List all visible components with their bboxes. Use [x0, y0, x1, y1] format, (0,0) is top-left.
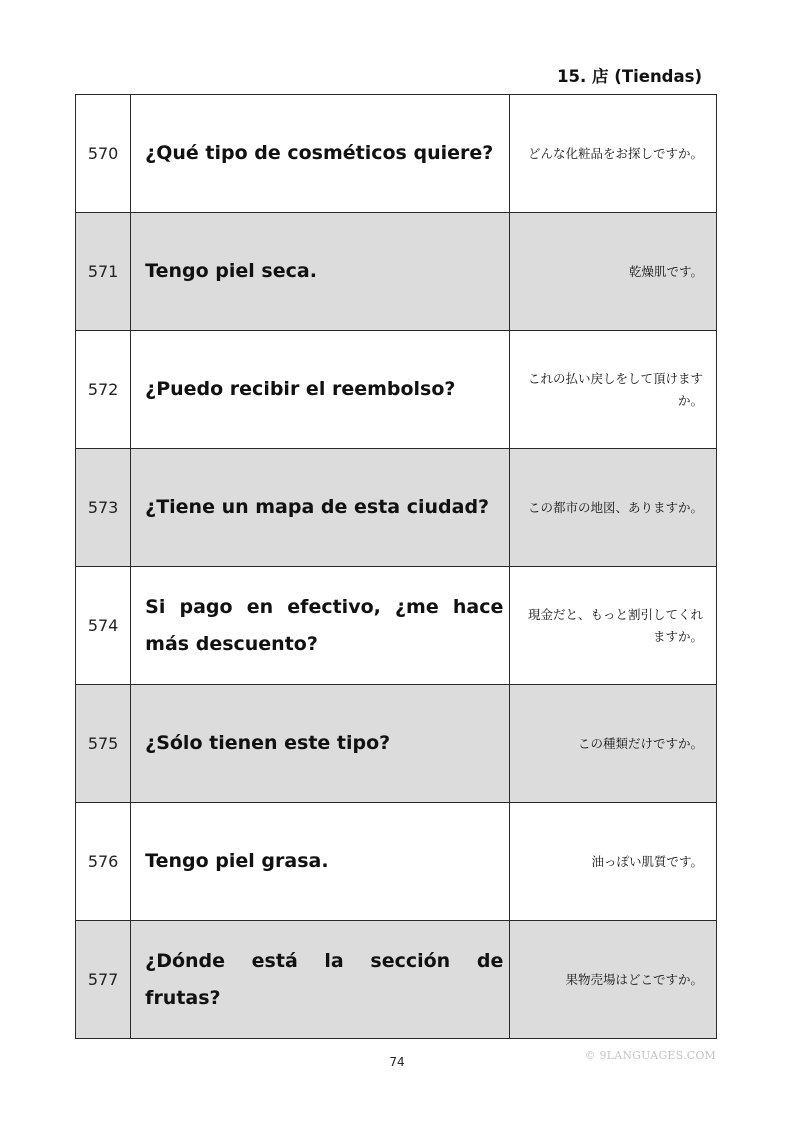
phrase-table	[75, 94, 717, 1039]
spanish-phrase: Tengo piel grasa.	[131, 803, 510, 921]
phrase-number: 570	[76, 95, 131, 213]
phrase-row	[76, 449, 717, 567]
japanese-translation: 油っぽい肌質です。	[510, 803, 717, 921]
spanish-phrase: ¿Tiene un mapa de esta ciudad?	[131, 449, 510, 567]
japanese-translation: これの払い戻しをして頂けますか。	[510, 331, 717, 449]
phrase-number: 571	[76, 213, 131, 331]
japanese-translation: この都市の地図、ありますか。	[510, 449, 717, 567]
spanish-phrase: ¿Dónde está la sección de frutas?	[131, 921, 510, 1039]
phrase-row	[76, 95, 717, 213]
spanish-phrase: ¿Puedo recibir el reembolso?	[131, 331, 510, 449]
phrase-row	[76, 921, 717, 1039]
copyright-watermark: © 9LANGUAGES.COM	[584, 1049, 716, 1062]
section-title: 15. 店 (Tiendas)	[557, 67, 702, 86]
phrase-number: 575	[76, 685, 131, 803]
phrase-row	[76, 213, 717, 331]
phrase-number: 573	[76, 449, 131, 567]
phrase-number: 577	[76, 921, 131, 1039]
phrase-row	[76, 331, 717, 449]
spanish-phrase: ¿Qué tipo de cosméticos quiere?	[131, 95, 510, 213]
spanish-phrase: ¿Sólo tienen este tipo?	[131, 685, 510, 803]
japanese-translation: 現金だと、もっと割引してくれますか。	[510, 567, 717, 685]
phrase-number: 572	[76, 331, 131, 449]
phrase-row	[76, 685, 717, 803]
phrase-row	[76, 803, 717, 921]
phrase-number: 576	[76, 803, 131, 921]
spanish-phrase: Si pago en efectivo, ¿me hace más descuento?	[131, 567, 510, 685]
japanese-translation: どんな化粧品をお探しですか。	[510, 95, 717, 213]
japanese-translation: 乾燥肌です。	[510, 213, 717, 331]
page-number: 74	[389, 1055, 405, 1069]
japanese-translation: この種類だけですか。	[510, 685, 717, 803]
spanish-phrase: Tengo piel seca.	[131, 213, 510, 331]
japanese-translation: 果物売場はどこですか。	[510, 921, 717, 1039]
phrase-row	[76, 567, 717, 685]
phrase-number: 574	[76, 567, 131, 685]
